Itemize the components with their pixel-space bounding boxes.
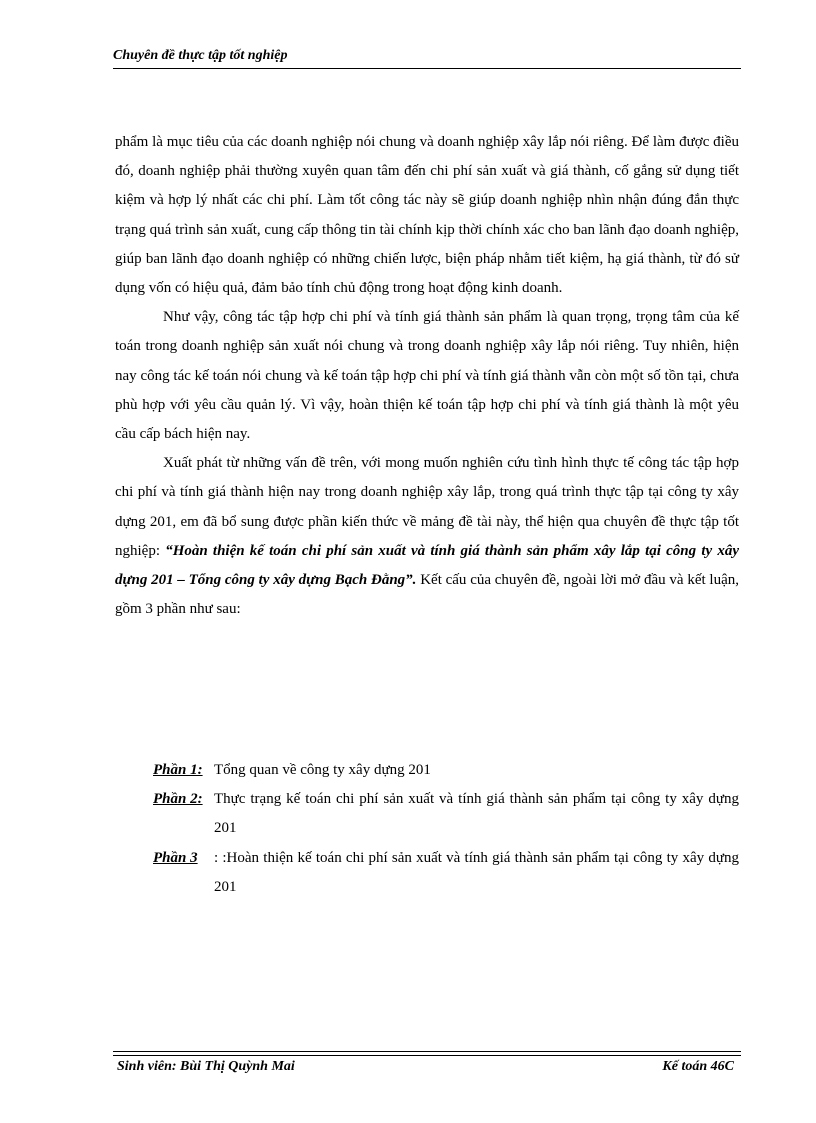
footer-divider-bottom (113, 1055, 741, 1056)
paragraph-1: phẩm là mục tiêu của các doanh nghiệp nói chung và doanh nghiệp xây lắp nói riêng. Để làm được điều đó, doanh nghiệp phải thường xuyên quan tâm đến chi phí sản xuất và giá thành, cố gắng sử dụng tiết kiệm và hợp lý nhất các chi phí. Làm tốt công tác này sẽ giúp doanh nghiệp nhìn nhận đúng đắn thực trạng quá trình sản xuất, cung cấp thông tin tài chính kịp thời chính xác cho ban lãnh đạo doanh nghiệp, giúp ban lãnh đạo doanh nghiệp có những chiến lược, biện pháp nhằm tiết kiệm, hạ giá thành, từ đó sử dụng vốn có hiệu quả, đảm bảo tính chủ động trong hoạt động kinh doanh. (115, 134, 739, 297)
paragraph-2: Như vậy, công tác tập hợp chi phí và tính giá thành sản phẩm là quan trọng, trọng tâm của kế toán trong doanh nghiệp sản xuất nói chung và trong doanh nghiệp xây lắp nói riêng. Tuy nhiên, hiện nay công tác kế toán nói chung và kế toán tập hợp chi phí và tính giá thành vẫn còn một số tồn tại, chưa phù hợp với yêu cầu quản lý. Vì vậy, hoàn thiện kế toán tập hợp chi phí và tính giá thành là một yêu cầu cấp bách hiện nay. (115, 309, 739, 443)
intro-tail: Kết cấu của chuyên đề, ngoài lời mở đầu và kết luận, gồm 3 phần như sau: (115, 572, 739, 618)
part-item-1 (115, 756, 739, 785)
body-text (115, 128, 739, 624)
part-item-3 (115, 844, 739, 902)
part-text-1: Tổng quan về công ty xây dựng 201 (214, 762, 431, 778)
part-label-3: Phần 3 (153, 849, 198, 866)
part-text-2: Thực trạng kế toán chi phí sản xuất và tính giá thành sản phẩm tại công ty xây dựng 201 (214, 791, 739, 837)
part-text-3: : :Hoàn thiện kế toán chi phí sản xuất và tính giá thành sản phẩm tại công ty xây dựng 201 (214, 849, 739, 895)
footer-divider-top (113, 1051, 741, 1052)
header-divider (113, 68, 741, 69)
thesis-title: “Hoàn thiện kế toán chi phí sản xuất và tính giá thành sản phẩm xây lắp tại công ty xây dựng 201 – Tổng công ty xây dựng Bạch Đằng”. (115, 542, 740, 589)
part-label-1: Phần 1: (153, 762, 203, 778)
footer-class-name: Kế toán 46C (662, 1059, 734, 1074)
part-item-2 (115, 785, 739, 843)
paragraph-3 (115, 449, 739, 624)
intro-lead: Xuất phát từ những vấn đề trên, với mong muốn nghiên cứu tình hình thực tế công tác tập hợp chi phí và tính giá thành hiện nay trong doanh nghiệp xây lắp, trong quá trình thực tập tại công ty xây dựng 201, em đã bổ sung được phần kiến thức về mảng đề tài này, thể hiện qua chuyên đề thực tập tốt nghiệp: (115, 455, 739, 559)
part-label-2: Phần 2: (153, 791, 203, 808)
footer-student-name: Sinh viên: Bùi Thị Quỳnh Mai (117, 1059, 295, 1074)
parts-list (115, 756, 739, 902)
page-header-title: Chuyên đề thực tập tốt nghiệp (113, 48, 288, 63)
